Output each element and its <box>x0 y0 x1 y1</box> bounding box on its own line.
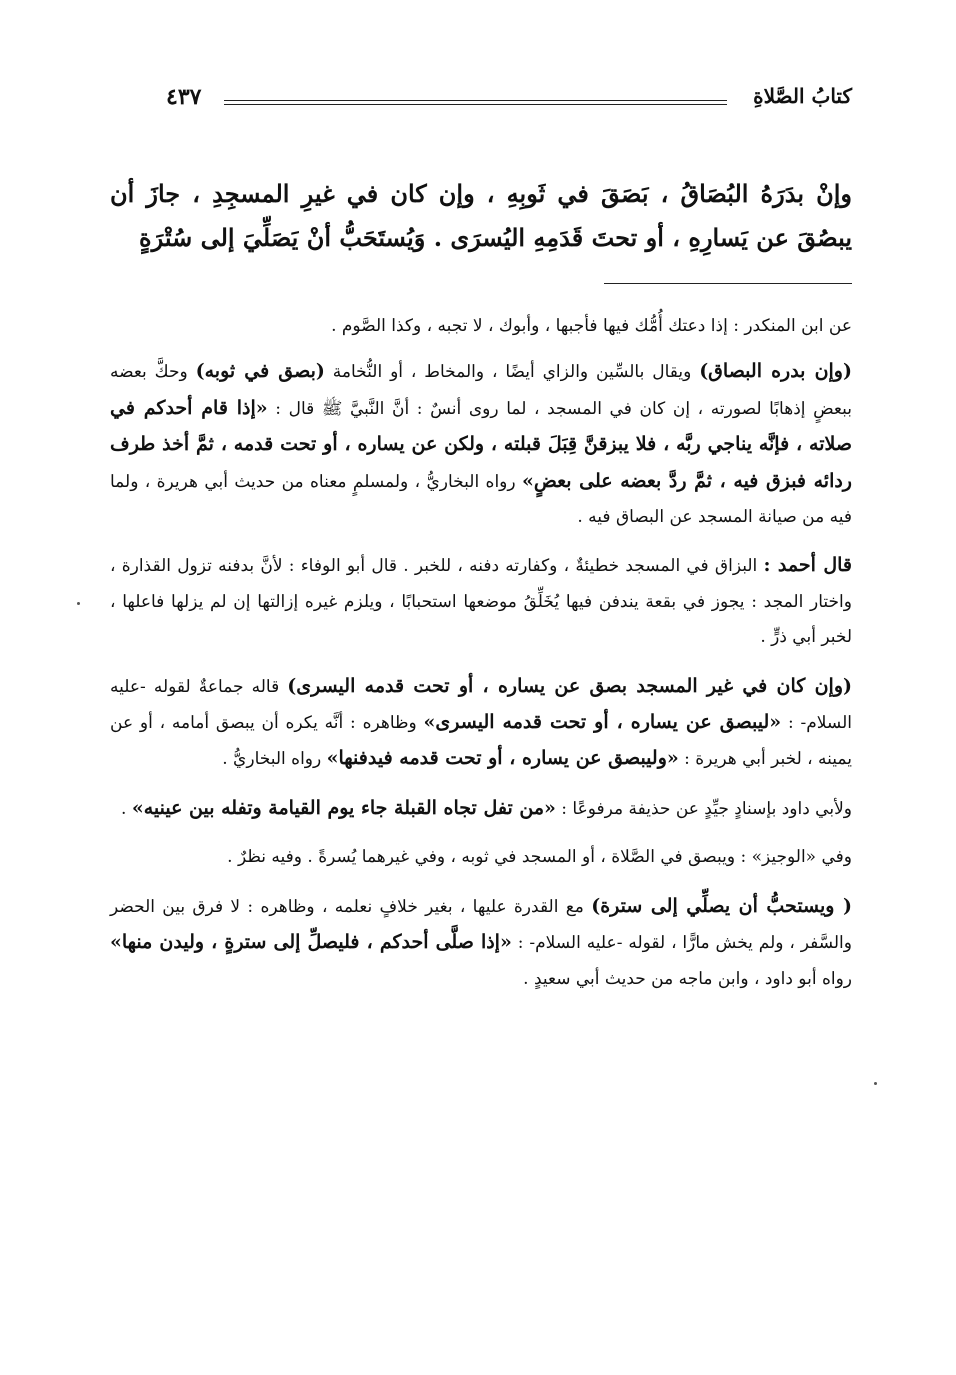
commentary-paragraph-7 <box>110 889 852 997</box>
hadith-quote: «من تفل تجاه القبلة جاء يوم القيامة وتفله بين عينيه» <box>131 796 556 819</box>
commentary-text: رواه البخاريُّ ، ولمسلمٍ معناه من حديث أبي هريرة ، ولما فيه من صيانة المسجد عن البصاق فيه . <box>110 471 852 528</box>
matn-paragraph: وإنْ بدَرَهُ البُصَاقُ ، بَصَقَ في ثَوبِهِ ، وإن كان في غيرِ المسجِدِ ، جازَ أن يبصُقَ عن يَسارِهِ ، أو تحتَ قَدَمِهِ اليُسرَى . وَيُستَحَبُّ أنْ يَصَلِّيَ إلى سُتْرَةٍ <box>110 179 852 252</box>
header-rule <box>224 100 727 105</box>
hadith-quote: «ليبصق عن يساره ، أو تحت قدمه اليسرى» <box>423 711 782 734</box>
quoted-matn: (وإن كان في غير المسجد بصق عن يساره ، أو تحت قدمه اليسرى) <box>287 674 852 697</box>
commentary-paragraph-3 <box>110 548 852 655</box>
page-number: ٤٣٧ <box>166 84 202 110</box>
book-page <box>110 0 852 1375</box>
running-header <box>110 84 852 124</box>
commentary-paragraph-1 <box>110 309 852 344</box>
commentary-paragraph-6 <box>110 840 852 875</box>
hadith-quote: «إذا قام أحدكم في صلاته ، فإنَّه يناجي ربَّه ، فلا يبزقنَّ قِبَلَ قبلته ، ولكن عن يساره ، أو تحت قدمه ، ثمَّ أخذ طرف ردائه فبزق فيه ، ثمَّ ردَّ بعضه على بعضٍ» <box>110 396 852 492</box>
scan-speck <box>874 1082 877 1085</box>
matn-text <box>110 172 852 260</box>
commentary-text: رواه أبو داود ، وابن ماجه من حديث أبي سعيدٍ . <box>523 968 852 989</box>
commentary-text: وظاهره : أنَّه يكره أن يبصق أمامه ، أو عن يمينه ، لخبر أبي هريرة : <box>110 713 852 770</box>
commentary-text: ولأبي داود بإسنادٍ جيِّدٍ عن حذيفة مرفوعًا : <box>555 798 852 819</box>
commentary-text: رواه البخاريُّ . <box>222 749 327 770</box>
commentary-text: وحكَّ بعضه ببعضٍ إذهابًا لصورته ، إن كان في المسجد ، لما روى أنسٌ : أنَّ النَّبيَّ ﷺ قال : <box>110 362 852 419</box>
commentary-text: . <box>121 798 132 819</box>
footnote-divider <box>604 283 852 284</box>
commentary-text: البزاق في المسجد خطيئةٌ ، وكفارته دفنه ، للخبر . قال أبو الوفاء : لأنَّ بدفنه تزول القذارة ، واختار المجد : يجوز في بقعة يندفن فيها يُخَلِّقُ موضعها استحبابًا ، ويلزم غيره إزالتها إن لم يزلها فاعلها ، لخبر أبي ذرٍّ . <box>110 556 852 648</box>
quoted-matn: (بصق في ثوبه) <box>195 360 325 383</box>
commentary-paragraph-5 <box>110 791 852 827</box>
scholar-name: قال أحمد : <box>763 554 852 577</box>
scan-speck <box>77 602 80 605</box>
commentary-text: ويقال بالسِّين والزاي أيضًا ، والمخاط ، أو النُّخامة <box>324 362 700 383</box>
commentary-text: وفي «الوجيز» : ويبصق في الصَّلاة ، أو المسجد في ثوبه ، وفي غيرهما يُسرةً . وفيه نظرٌ . <box>227 847 852 868</box>
commentary-paragraph-4 <box>110 669 852 778</box>
quoted-matn: (وإن بدره البصاق) <box>699 360 852 383</box>
commentary-text: مع القدرة عليها ، بغير خلافٍ نعلمه ، وظاهره : لا فرق بين الحضر والسَّفر ، ولم يخش مارًّا ، لقوله -عليه السلام- : <box>110 896 852 954</box>
quoted-matn: ( ويستحبُّ أن يصلِّي إلى سترة) <box>591 894 852 917</box>
commentary-paragraph-2 <box>110 354 852 535</box>
commentary-text: عن ابن المنكدر : إذا دعتك أُمُّك فيها فأجبها ، وأبوك ، لا تجبه ، وكذا الصَّوم . <box>331 316 852 336</box>
book-title: كتابُ الصَّلاةِ <box>753 84 852 108</box>
commentary <box>110 309 852 1010</box>
hadith-quote: «وليبصق عن يساره ، أو تحت قدمه فيدفنها» <box>326 747 679 770</box>
hadith-quote: «إذا صلَّى أحدكم ، فليصلِّ إلى سترةٍ ، وليدن منها» <box>110 931 512 954</box>
commentary-text: قاله جماعةٌ لقوله -عليه السلام- : <box>110 676 852 734</box>
